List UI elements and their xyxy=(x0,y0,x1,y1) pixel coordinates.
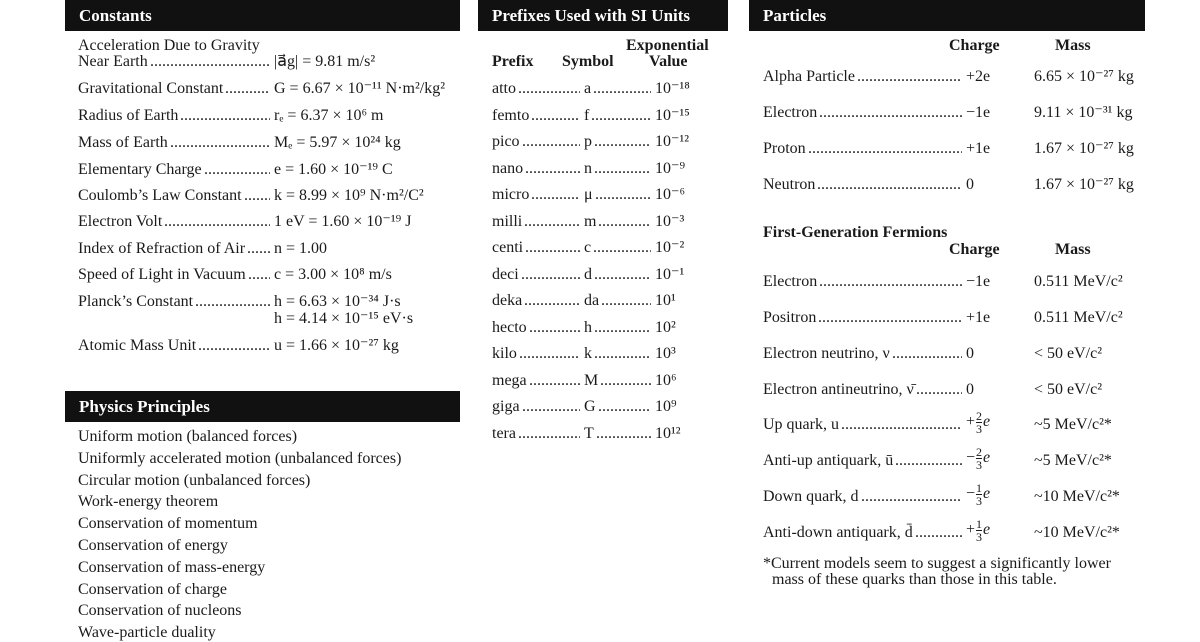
prefix-row xyxy=(492,213,722,233)
principle-item: Conservation of mass-energy xyxy=(78,558,266,576)
particle-name: Electron xyxy=(763,104,818,121)
prefix-name: femto xyxy=(492,106,530,124)
leader-dots xyxy=(841,416,962,434)
prefix-row xyxy=(492,398,722,418)
leader-dots xyxy=(598,398,651,416)
prefix-row xyxy=(492,425,722,445)
particle-mass: 9.11 × 10⁻³¹ kg xyxy=(1034,104,1133,121)
prefix-symbol: G xyxy=(584,398,596,415)
fermions-title: First-Generation Fermions xyxy=(763,224,948,241)
leader-dots xyxy=(857,68,962,86)
leader-dots xyxy=(525,160,580,178)
prefix-name: hecto xyxy=(492,318,527,336)
fermion-name: Positron xyxy=(763,309,817,326)
fermion-mass: 0.511 MeV/c² xyxy=(1034,273,1123,290)
leader-dots xyxy=(601,292,651,310)
prefix-name: micro xyxy=(492,186,530,203)
leader-dots xyxy=(861,488,962,506)
leader-dots xyxy=(195,293,270,311)
leader-dots xyxy=(204,161,270,179)
leader-dots xyxy=(819,104,962,122)
constant-row xyxy=(78,293,458,329)
leader-dots xyxy=(596,425,651,443)
mass-col-header: Mass xyxy=(1055,37,1091,54)
fermion-charge: 0 xyxy=(966,345,974,362)
leader-dots xyxy=(819,273,962,291)
prefix-value: 10⁻³ xyxy=(655,212,685,230)
prefix-symbol: p xyxy=(584,133,592,150)
prefix-name: deka xyxy=(492,292,523,309)
leader-dots xyxy=(225,80,270,98)
particle-charge: 0 xyxy=(966,176,974,193)
fermion-mass: ~10 MeV/c²* xyxy=(1034,524,1120,541)
constant-label: Coulomb’s Law Constant xyxy=(78,187,242,204)
prefix-symbol: da xyxy=(584,292,600,309)
leader-dots xyxy=(593,80,651,98)
particle-row xyxy=(763,140,1143,160)
charge-sign: + xyxy=(966,413,976,431)
constant-value: G = 6.67 × 10⁻¹¹ N·m²/kg² xyxy=(274,80,446,97)
prefix-row xyxy=(492,186,722,206)
leader-dots xyxy=(593,239,651,257)
prefix-value: 10¹ xyxy=(655,292,676,309)
leader-dots xyxy=(529,372,580,390)
leader-dots xyxy=(808,140,962,158)
constant-value: rₑ = 6.37 × 10⁶ m xyxy=(274,107,384,124)
leader-dots xyxy=(519,345,580,363)
prefix-symbol: T xyxy=(584,424,594,442)
fraction-numerator: 2 xyxy=(976,409,983,423)
leader-dots xyxy=(198,337,270,355)
leader-dots xyxy=(892,345,962,363)
prefix-value: 10⁶ xyxy=(655,371,677,389)
prefix-symbol: f xyxy=(584,106,590,124)
constants-header: Constants xyxy=(65,0,460,31)
footnote-line2: mass of these quarks than those in this table. xyxy=(772,571,1057,588)
fermion-name: Electron neutrino, ν xyxy=(763,345,890,362)
fraction-denominator: 3 xyxy=(976,530,983,544)
prefix-symbol: n xyxy=(584,159,592,177)
leader-dots xyxy=(595,186,651,204)
fraction-denominator: 3 xyxy=(976,494,983,508)
prefix-name: pico xyxy=(492,133,520,150)
leader-dots xyxy=(591,107,651,125)
constant-value: n = 1.00 xyxy=(274,240,328,257)
leader-dots xyxy=(244,187,270,205)
particle-name: Proton xyxy=(763,140,806,157)
fermion-mass: < 50 eV/c² xyxy=(1034,345,1103,362)
constant-value: Mₑ = 5.97 × 10²⁴ kg xyxy=(274,134,401,151)
fermion-charge xyxy=(966,410,990,435)
fermion-mass: ~10 MeV/c²* xyxy=(1034,488,1120,505)
prefix-value: 10⁻¹⁸ xyxy=(655,80,690,97)
particle-row xyxy=(763,68,1143,88)
symbol-col-header: Symbol xyxy=(562,53,614,70)
fermion-charge xyxy=(966,518,990,543)
leader-dots xyxy=(525,239,580,257)
prefix-row xyxy=(492,133,722,153)
leader-dots xyxy=(600,372,651,390)
constant-label-line1: Acceleration Due to Gravity xyxy=(78,37,260,54)
charge-unit: e xyxy=(983,485,991,503)
prefix-row xyxy=(492,292,722,312)
leader-dots xyxy=(522,398,580,416)
leader-dots xyxy=(594,345,651,363)
prefix-value: 10⁻⁹ xyxy=(655,159,686,177)
leader-dots xyxy=(531,107,580,125)
fermion-mass: 0.511 MeV/c² xyxy=(1034,309,1123,326)
fermion-charge: +1e xyxy=(966,309,991,326)
principles-header: Physics Principles xyxy=(65,391,460,422)
leader-dots xyxy=(915,524,962,542)
leader-dots xyxy=(518,80,580,98)
charge-col-header: Charge xyxy=(949,37,1000,54)
prefix-value: 10¹² xyxy=(655,424,681,442)
fermion-name: Down quark, d xyxy=(763,488,859,505)
fermion-mass: ~5 MeV/c²* xyxy=(1034,416,1112,433)
particle-name: Neutron xyxy=(763,176,816,193)
prefix-row xyxy=(492,80,722,100)
fermion-name: Anti-down antiquark, d̄ xyxy=(763,524,913,541)
constant-label: Electron Volt xyxy=(78,213,163,230)
prefix-row xyxy=(492,372,722,392)
exponential-col-header-line1: Exponential xyxy=(626,37,709,54)
leader-dots xyxy=(594,319,651,337)
fermion-row xyxy=(763,381,1143,405)
fermion-row xyxy=(763,481,1143,512)
leader-dots xyxy=(522,133,580,151)
fermion-row xyxy=(763,409,1143,440)
particle-charge: +2e xyxy=(966,68,991,85)
constant-label: Atomic Mass Unit xyxy=(78,337,197,354)
fermion-name: Electron xyxy=(763,273,818,290)
prefix-symbol: h xyxy=(584,318,592,336)
fraction-denominator: 3 xyxy=(976,422,983,436)
particle-row xyxy=(763,104,1143,124)
prefix-value: 10⁻⁶ xyxy=(655,186,686,203)
leader-dots xyxy=(524,292,580,310)
constant-value: 1 eV = 1.60 × 10⁻¹⁹ J xyxy=(274,213,412,230)
charge-fraction xyxy=(976,446,982,471)
fermion-name: Anti-up antiquark, ū xyxy=(763,452,894,469)
charge-sign: − xyxy=(966,449,976,467)
prefix-col-header: Prefix xyxy=(492,53,534,70)
leader-dots xyxy=(529,319,580,337)
particle-charge: +1e xyxy=(966,140,991,157)
particle-charge: −1e xyxy=(966,104,991,121)
prefix-symbol: m xyxy=(584,212,597,230)
constant-label: Mass of Earth xyxy=(78,134,168,151)
leader-dots xyxy=(594,133,651,151)
prefix-row xyxy=(492,345,722,365)
prefix-row xyxy=(492,266,722,286)
constant-label: Gravitational Constant xyxy=(78,80,224,97)
charge-sign: − xyxy=(966,485,976,503)
principle-item: Conservation of charge xyxy=(78,580,227,598)
prefix-name: giga xyxy=(492,398,520,415)
constant-value: u = 1.66 × 10⁻²⁷ kg xyxy=(274,337,399,354)
fermion-mass: < 50 eV/c² xyxy=(1034,381,1103,398)
prefix-value: 10⁻¹² xyxy=(655,133,690,150)
prefix-value: 10² xyxy=(655,318,676,336)
charge-fraction xyxy=(976,518,982,543)
fermion-row xyxy=(763,345,1143,369)
exponential-col-header-line2: Value xyxy=(649,53,688,70)
charge-fraction xyxy=(976,482,982,507)
fermions-mass-col-header: Mass xyxy=(1055,241,1091,258)
prefix-value: 10⁻¹⁵ xyxy=(655,106,690,124)
prefix-row xyxy=(492,319,722,339)
principle-item: Wave-particle duality xyxy=(78,624,216,642)
charge-sign: + xyxy=(966,521,976,539)
leader-dots xyxy=(916,381,962,399)
fermion-charge xyxy=(966,482,990,507)
fermion-name: Up quark, u xyxy=(763,416,839,433)
leader-dots xyxy=(247,240,270,258)
fermion-charge xyxy=(966,446,990,471)
particles-header: Particles xyxy=(749,0,1145,31)
particle-mass: 6.65 × 10⁻²⁷ kg xyxy=(1034,68,1134,85)
principle-item: Conservation of energy xyxy=(78,537,228,554)
leader-dots xyxy=(521,266,580,284)
constant-value: e = 1.60 × 10⁻¹⁹ C xyxy=(274,161,393,178)
leader-dots xyxy=(531,186,580,204)
fermion-name: Electron antineutrino, ν̄ xyxy=(763,381,914,398)
prefixes-header: Prefixes Used with SI Units xyxy=(478,0,728,31)
charge-unit: e xyxy=(983,521,991,539)
charge-unit: e xyxy=(983,413,991,431)
fermion-mass: ~5 MeV/c²* xyxy=(1034,452,1112,469)
fermion-row xyxy=(763,309,1143,333)
prefix-name: kilo xyxy=(492,345,517,362)
principle-item: Uniformly accelerated motion (unbalanced forces) xyxy=(78,449,402,467)
constant-label: Near Earth xyxy=(78,53,148,70)
prefix-symbol: M xyxy=(584,371,599,389)
prefix-value: 10⁹ xyxy=(655,398,677,415)
constant-label: Radius of Earth xyxy=(78,107,179,124)
footnote-line1: *Current models seem to suggest a significantly lower xyxy=(763,555,1111,572)
prefix-value: 10⁻¹ xyxy=(655,265,685,283)
prefix-name: mega xyxy=(492,371,527,389)
prefix-name: deci xyxy=(492,265,519,283)
fermion-row xyxy=(763,445,1143,476)
prefix-name: milli xyxy=(492,212,523,230)
leader-dots xyxy=(895,452,962,470)
constant-label: Elementary Charge xyxy=(78,161,202,178)
leader-dots xyxy=(817,176,962,194)
particle-mass: 1.67 × 10⁻²⁷ kg xyxy=(1034,176,1134,193)
fermion-row xyxy=(763,273,1143,297)
constant-row xyxy=(78,337,458,373)
fraction-denominator: 3 xyxy=(976,458,983,472)
charge-unit: e xyxy=(983,449,991,467)
principle-item: Conservation of momentum xyxy=(78,515,258,533)
leader-dots xyxy=(170,134,270,152)
leader-dots xyxy=(518,425,580,443)
prefix-value: 10⁻² xyxy=(655,239,685,256)
fraction-numerator: 1 xyxy=(976,517,983,531)
prefix-symbol: k xyxy=(584,345,592,362)
fermions-charge-col-header: Charge xyxy=(949,241,1000,258)
constant-value: c = 3.00 × 10⁸ m/s xyxy=(274,266,392,283)
leader-dots xyxy=(598,213,651,231)
principle-item: Conservation of nucleons xyxy=(78,602,242,620)
leader-dots xyxy=(150,53,270,71)
prefix-symbol: μ xyxy=(584,186,593,203)
fermion-charge: 0 xyxy=(966,381,974,398)
constant-value: h = 6.63 × 10⁻³⁴ J·s xyxy=(274,293,401,310)
principle-item: Work-energy theorem xyxy=(78,493,219,511)
prefix-symbol: d xyxy=(584,265,592,283)
constant-value: |a⃗g| = 9.81 m/s² xyxy=(274,53,376,70)
prefix-name: centi xyxy=(492,239,524,256)
prefix-value: 10³ xyxy=(655,345,676,362)
leader-dots xyxy=(594,266,651,284)
prefix-row xyxy=(492,107,722,127)
constant-value-alt: h = 4.14 × 10⁻¹⁵ eV·s xyxy=(274,310,414,327)
constant-label: Planck’s Constant xyxy=(78,293,194,310)
constant-label: Speed of Light in Vacuum xyxy=(78,266,246,283)
leader-dots xyxy=(248,266,270,284)
particle-mass: 1.67 × 10⁻²⁷ kg xyxy=(1034,140,1134,157)
leader-dots xyxy=(594,160,651,178)
principle-item: Uniform motion (balanced forces) xyxy=(78,428,298,445)
fermion-charge: −1e xyxy=(966,273,991,290)
charge-fraction xyxy=(976,410,982,435)
fraction-numerator: 2 xyxy=(976,445,983,459)
fraction-numerator: 1 xyxy=(976,481,983,495)
principle-item: Circular motion (unbalanced forces) xyxy=(78,471,311,489)
leader-dots xyxy=(180,107,270,125)
prefix-symbol: c xyxy=(584,239,592,256)
particle-row xyxy=(763,176,1143,196)
constant-label: Index of Refraction of Air xyxy=(78,240,246,257)
prefix-name: nano xyxy=(492,159,524,177)
constant-value: k = 8.99 × 10⁹ N·m²/C² xyxy=(274,187,424,204)
prefix-row xyxy=(492,239,722,259)
particle-name: Alpha Particle xyxy=(763,68,855,85)
prefix-symbol: a xyxy=(584,80,592,97)
leader-dots xyxy=(164,213,270,231)
prefix-row xyxy=(492,160,722,180)
prefix-name: atto xyxy=(492,80,516,97)
leader-dots xyxy=(524,213,580,231)
leader-dots xyxy=(818,309,962,327)
prefix-name: tera xyxy=(492,424,516,442)
fermion-row xyxy=(763,517,1143,548)
